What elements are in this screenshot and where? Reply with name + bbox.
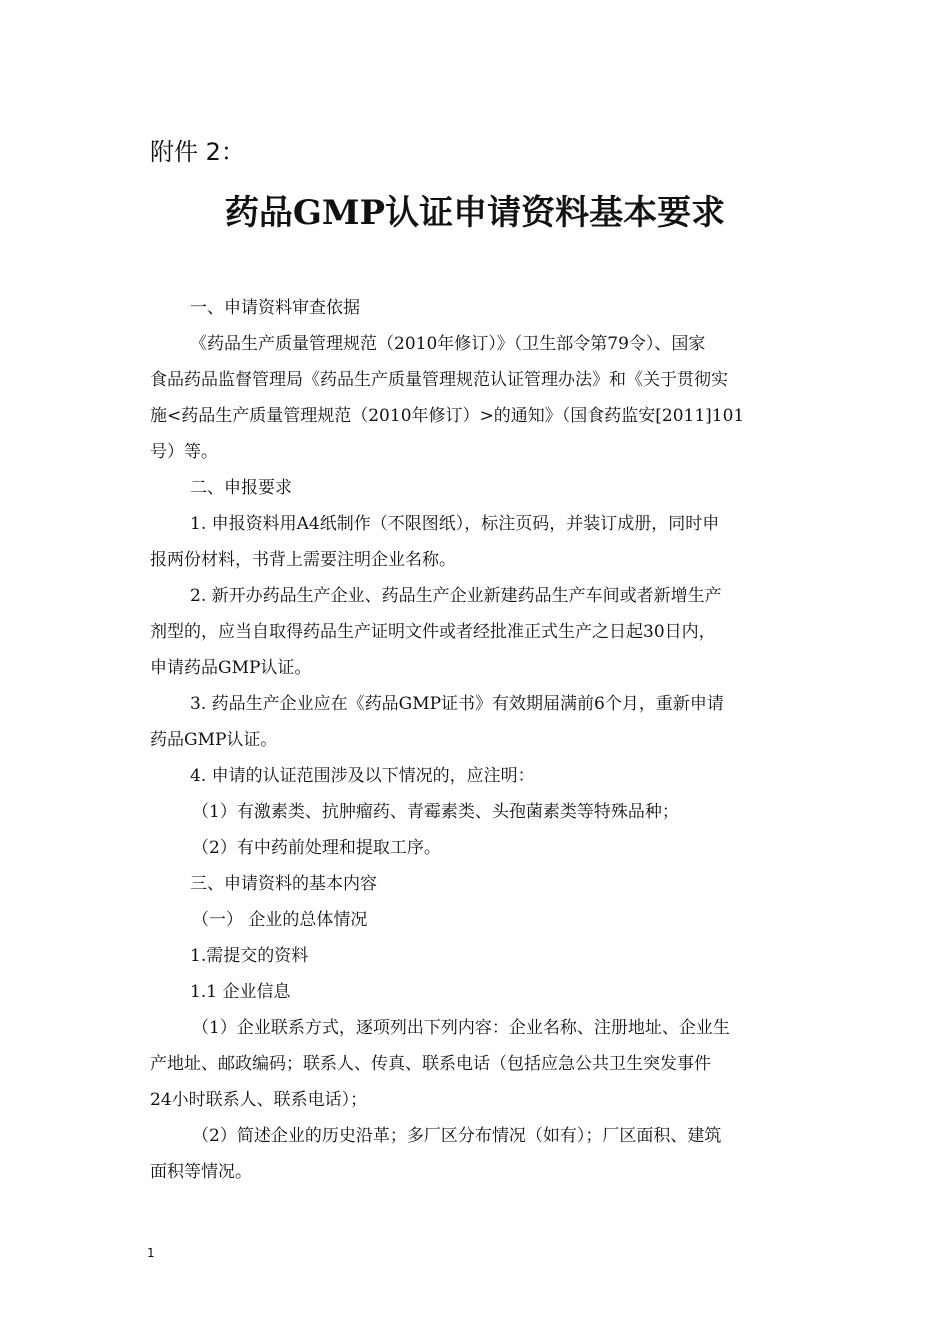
paragraph-line: 面积等情况。 bbox=[150, 1162, 252, 1182]
paragraph-line: 报两份材料，书背上需要注明企业名称。 bbox=[150, 550, 456, 570]
attachment-label: 附件 2： bbox=[150, 138, 245, 166]
paragraph-line: 2. 新开办药品生产企业、药品生产企业新建药品生产车间或者新增生产 bbox=[190, 586, 722, 606]
paragraph-line: 3. 药品生产企业应在《药品GMP证书》有效期届满前6个月，重新申请 bbox=[190, 694, 724, 714]
paragraph-line: 申请药品GMP认证。 bbox=[150, 658, 312, 678]
paragraph-line: 1. 申报资料用A4纸制作（不限图纸），标注页码，并装订成册，同时申 bbox=[190, 514, 720, 534]
paragraph-line: 号）等。 bbox=[150, 442, 218, 462]
section-heading: 一、申请资料审查依据 bbox=[190, 298, 360, 318]
paragraph-line: 食品药品监督管理局《药品生产质量管理规范认证管理办法》和《关于贯彻实 bbox=[150, 370, 728, 390]
document-title: 药品GMP认证申请资料基本要求 bbox=[224, 193, 726, 233]
paragraph-line: 产地址、邮政编码；联系人、传真、联系电话（包括应急公共卫生突发事件 bbox=[150, 1054, 711, 1074]
section-heading: 二、申报要求 bbox=[190, 478, 292, 498]
list-item: （1）企业联系方式，逐项列出下列内容：企业名称、注册地址、企业生 bbox=[192, 1018, 730, 1038]
paragraph-line: 剂型的，应当自取得药品生产证明文件或者经批准正式生产之日起30日内， bbox=[150, 622, 716, 642]
paragraph-line: 药品GMP认证。 bbox=[150, 730, 278, 750]
page-number: 1 bbox=[147, 1246, 155, 1260]
paragraph-line: 施<药品生产质量管理规范（2010年修订）>的通知》（国食药监安[2011]101 bbox=[150, 406, 745, 426]
paragraph-line: 4. 申请的认证范围涉及以下情况的，应注明： bbox=[190, 766, 535, 786]
document-body bbox=[150, 290, 800, 1190]
subsection-heading: 1.需提交的资料 bbox=[190, 946, 309, 966]
paragraph-line: 24小时联系人、联系电话）； bbox=[150, 1090, 368, 1110]
list-item: （2）有中药前处理和提取工序。 bbox=[192, 838, 441, 858]
list-item: （2）简述企业的历史沿革；多厂区分布情况（如有）；厂区面积、建筑 bbox=[192, 1126, 722, 1146]
subsection-heading: （一） 企业的总体情况 bbox=[192, 910, 368, 930]
paragraph-line: 《药品生产质量管理规范（2010年修订）》（卫生部令第79令）、国家 bbox=[190, 334, 706, 354]
list-item: （1）有激素类、抗肿瘤药、青霉素类、头孢菌素类等特殊品种； bbox=[192, 802, 679, 822]
section-heading: 三、申请资料的基本内容 bbox=[190, 874, 377, 894]
subsection-heading: 1.1 企业信息 bbox=[190, 982, 291, 1002]
